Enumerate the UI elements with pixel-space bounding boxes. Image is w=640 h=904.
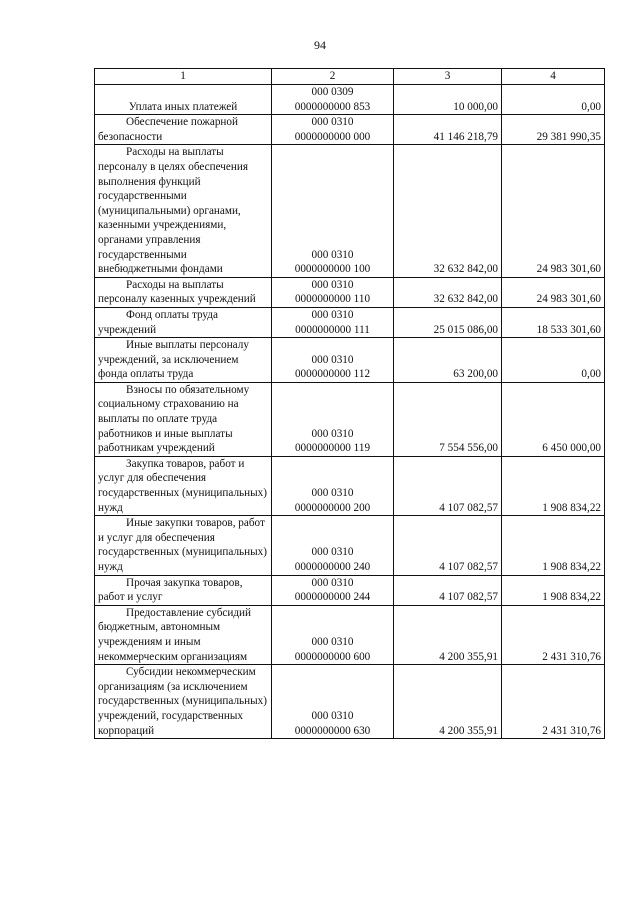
code-target: 0000000000 100 [294, 263, 371, 276]
row-name: Расходы на выплаты персоналу в целях обеспечения выполнения функций государственными (муниципальными) органами, казенными учреждениями, органами управления государственными внебюджетными фондами [95, 145, 272, 277]
code-section: 000 0310 [311, 487, 354, 500]
value-col3: 41 146 218,79 [394, 115, 502, 145]
table-row [95, 307, 605, 337]
table-row [95, 665, 605, 739]
code-target: 0000000000 200 [294, 501, 371, 514]
row-code [272, 338, 394, 383]
code-section: 000 0309 [311, 86, 354, 98]
code-section: 000 0310 [311, 576, 354, 589]
code-target: 0000000000 240 [294, 561, 371, 573]
code-section: 000 0310 [311, 278, 354, 291]
value-col3: 4 200 355,91 [394, 605, 502, 664]
code-target: 0000000000 244 [294, 591, 371, 604]
column-header: 3 [394, 69, 502, 85]
code-section: 000 0310 [311, 248, 354, 261]
row-code [272, 115, 394, 145]
table-row [95, 575, 605, 605]
row-name: Обеспечение пожарной безопасности [95, 115, 272, 145]
code-target: 0000000000 600 [294, 650, 371, 663]
value-col3: 32 632 842,00 [394, 277, 502, 307]
table-row [95, 605, 605, 664]
row-code [272, 605, 394, 664]
value-col4: 2 431 310,76 [502, 605, 605, 664]
value-col3: 7 554 556,00 [394, 382, 502, 456]
row-name: Уплата иных платежей [95, 85, 272, 115]
value-col3: 4 107 082,57 [394, 575, 502, 605]
row-code [272, 382, 394, 456]
value-col3: 63 200,00 [394, 338, 502, 383]
value-col4: 1 908 834,22 [502, 456, 605, 515]
value-col4: 1 908 834,22 [502, 575, 605, 605]
value-col3: 4 107 082,57 [394, 456, 502, 515]
budget-table [94, 68, 605, 739]
value-col4: 2 431 310,76 [502, 665, 605, 739]
value-col4: 6 450 000,00 [502, 382, 605, 456]
row-code [272, 456, 394, 515]
code-section: 000 0310 [311, 427, 354, 440]
value-col3: 10 000,00 [394, 85, 502, 115]
value-col4: 29 381 990,35 [502, 115, 605, 145]
row-name: Иные закупки товаров, работ и услуг для обеспечения государственных (муниципальных) нужд [95, 516, 272, 575]
table-row [95, 382, 605, 456]
row-name: Прочая закупка товаров, работ и услуг [95, 575, 272, 605]
code-target: 0000000000 853 [294, 100, 371, 113]
row-code [272, 145, 394, 277]
row-name: Предоставление субсидий бюджетным, автономным учреждениям и иным некоммерческим организациям [95, 605, 272, 664]
code-target: 0000000000 000 [294, 130, 371, 143]
row-name: Субсидии некоммерческим организациям (за исключением государственных (муниципальных) учреждений, государственных корпораций [95, 665, 272, 739]
code-section: 000 0310 [311, 635, 354, 648]
row-name: Закупка товаров, работ и услуг для обеспечения государственных (муниципальных) нужд [95, 456, 272, 515]
row-code [272, 307, 394, 337]
row-code [272, 85, 394, 115]
row-code [272, 665, 394, 739]
column-header: 4 [502, 69, 605, 85]
value-col4: 24 983 301,60 [502, 277, 605, 307]
value-col4: 18 533 301,60 [502, 307, 605, 337]
value-col3: 4 107 082,57 [394, 516, 502, 575]
column-header: 2 [272, 69, 394, 85]
table-row [95, 338, 605, 383]
code-target: 0000000000 111 [295, 323, 370, 336]
value-col3: 4 200 355,91 [394, 665, 502, 739]
row-code [272, 516, 394, 575]
code-target: 0000000000 119 [294, 442, 371, 455]
table-row [95, 115, 605, 145]
table-row [95, 145, 605, 277]
code-section: 000 0310 [311, 308, 354, 321]
value-col3: 32 632 842,00 [394, 145, 502, 277]
table-row [95, 456, 605, 515]
value-col4: 0,00 [502, 85, 605, 115]
page-number: 94 [314, 38, 326, 52]
code-target: 0000000000 630 [294, 724, 371, 737]
code-section: 000 0310 [311, 709, 354, 722]
code-section: 000 0310 [311, 353, 354, 366]
table-row [95, 516, 605, 575]
code-target: 0000000000 110 [294, 293, 371, 306]
table-row [95, 85, 605, 115]
row-code [272, 277, 394, 307]
value-col4: 0,00 [502, 338, 605, 383]
row-code [272, 575, 394, 605]
row-name: Иные выплаты персоналу учреждений, за исключением фонда оплаты труда [95, 338, 272, 383]
code-section: 000 0310 [311, 546, 354, 559]
code-section: 000 0310 [311, 116, 354, 129]
column-header: 1 [95, 69, 272, 85]
value-col3: 25 015 086,00 [394, 307, 502, 337]
table-header-row [95, 69, 605, 85]
row-name: Фонд оплаты труда учреждений [95, 307, 272, 337]
table-row [95, 277, 605, 307]
row-name: Расходы на выплаты персоналу казенных учреждений [95, 277, 272, 307]
value-col4: 1 908 834,22 [502, 516, 605, 575]
code-target: 0000000000 112 [294, 368, 371, 381]
value-col4: 24 983 301,60 [502, 145, 605, 277]
row-name: Взносы по обязательному социальному страхованию на выплаты по оплате труда работников и иные выплаты работникам учреждений [95, 382, 272, 456]
